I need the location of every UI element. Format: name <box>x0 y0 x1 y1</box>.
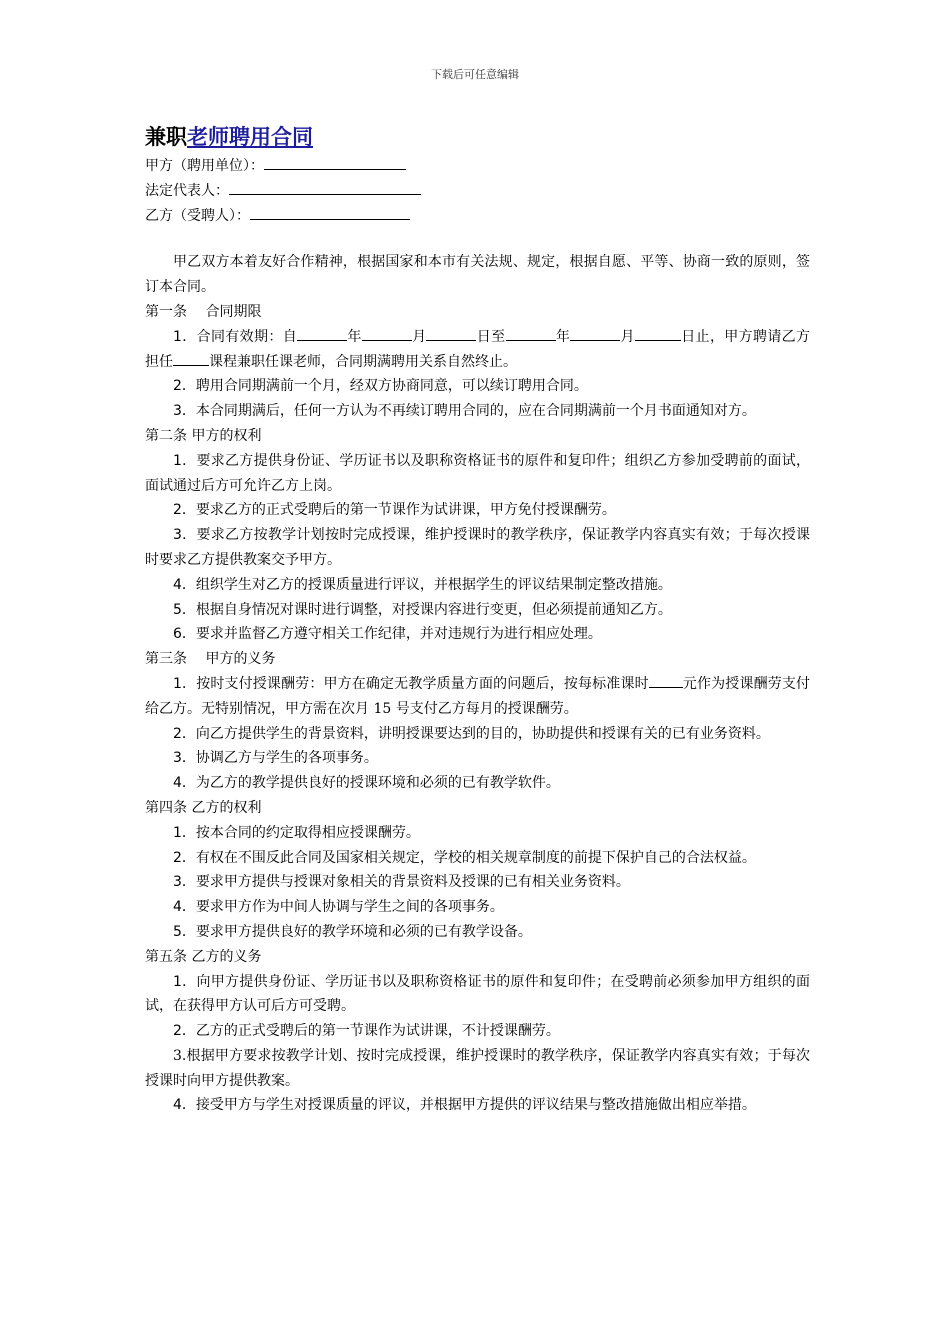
end-day-blank[interactable] <box>635 325 681 341</box>
party-a-label: 甲方（聘用单位）： <box>145 158 264 174</box>
party-a-line <box>145 152 810 177</box>
course-blank[interactable] <box>173 350 209 366</box>
fee-blank[interactable] <box>649 672 683 688</box>
title-prefix: 兼职 <box>145 124 187 149</box>
party-a-blank[interactable] <box>264 152 406 170</box>
article-2-item-2: 2．要求乙方的正式受聘后的第一节课作为试讲课，甲方免付授课酬劳。 <box>173 502 616 519</box>
representative-label: 法定代表人： <box>145 182 229 199</box>
party-b-label: 乙方（受聘人）： <box>145 207 250 224</box>
end-month-blank[interactable] <box>570 325 620 341</box>
article-3-item-2: 2．向乙方提供学生的背景资料，讲明授课要达到的目的，协助提供和授课有关的已有业务资料。 <box>173 725 770 742</box>
article-5-item-2: 2．乙方的正式受聘后的第一节课作为试讲课，不计授课酬劳。 <box>173 1023 560 1040</box>
article-3-item-1: 1．按时支付授课酬劳：甲方在确定无教学质量方面的问题后，按每标准课时 元作为授课酬劳支付给乙方。无特别情况，甲方需在次月 15 号支付乙方每月的授课酬劳。 <box>145 672 810 722</box>
start-day-blank[interactable] <box>426 325 476 341</box>
party-b-blank[interactable] <box>250 202 410 220</box>
article-4-item-4: 4．要求甲方作为中间人协调与学生之间的各项事务。 <box>173 899 504 916</box>
article-4-heading: 第四条 乙方的权利 <box>145 799 262 816</box>
article-1-heading: 第一条 合同期限 <box>145 303 262 320</box>
start-year-blank[interactable] <box>297 325 347 341</box>
article-4-item-3: 3．要求甲方提供与授课对象相关的背景资料及授课的已有相关业务资料。 <box>173 874 630 891</box>
article-5-item-3: 3.根据甲方要求按教学计划、按时完成授课，维护授课时的教学秩序，保证教学内容真实有效；于每次授课时向甲方提供教案。 <box>145 1047 810 1089</box>
intro-paragraph: 甲乙双方本着友好合作精神，根据国家和本市有关法规、规定，根据自愿、平等、协商一致的原则，签订本合同。 <box>145 254 810 296</box>
article-3-heading: 第三条 甲方的义务 <box>145 651 276 668</box>
article-4-item-1: 1．按本合同的约定取得相应授课酬劳。 <box>173 824 420 841</box>
article-5-item-4: 4．接受甲方与学生对授课质量的评议，并根据甲方提供的评议结果与整改措施做出相应举措。 <box>173 1097 756 1114</box>
party-b-line <box>145 202 810 227</box>
article-2-item-5: 5．根据自身情况对课时进行调整，对授课内容进行变更，但必须提前通知乙方。 <box>173 601 672 618</box>
article-2-heading: 第二条 甲方的权利 <box>145 427 262 444</box>
article-5-heading: 第五条 乙方的义务 <box>145 948 262 965</box>
start-month-blank[interactable] <box>362 325 412 341</box>
article-2-item-3: 3．要求乙方按教学计划按时完成授课，维护授课时的教学秩序，保证教学内容真实有效；于每次授课时要求乙方提供教案交予甲方。 <box>145 527 810 568</box>
contract-page <box>145 122 810 1118</box>
end-year-blank[interactable] <box>506 325 556 341</box>
title-link[interactable]: 老师聘用合同 <box>187 124 313 149</box>
article-4-item-2: 2．有权在不围反此合同及国家相关规定，学校的相关规章制度的前提下保护自己的合法权益。 <box>173 849 756 866</box>
article-3-item-3: 3．协调乙方与学生的各项事务。 <box>173 750 378 767</box>
article-1-item-1: 1．合同有效期：自 年 月 日至 年 月 日止，甲方聘请乙方担任 课程兼职任课老师，合同期满聘用关系自然终止。 <box>145 325 810 375</box>
article-2-item-1: 1．要求乙方提供身份证、学历证书以及职称资格证书的原件和复印件；组织乙方参加受聘前的面试，面试通过后方可允许乙方上岗。 <box>145 452 810 494</box>
document-title <box>145 122 810 152</box>
representative-blank[interactable] <box>229 177 421 195</box>
article-4-item-5: 5．要求甲方提供良好的教学环境和必须的已有教学设备。 <box>173 923 532 940</box>
article-2-item-4: 4．组织学生对乙方的授课质量进行评议，并根据学生的评议结果制定整改措施。 <box>173 576 672 593</box>
header-note: 下载后可任意编辑 <box>431 68 519 81</box>
article-3-item-4: 4．为乙方的教学提供良好的授课环境和必须的已有教学软件。 <box>173 775 560 792</box>
article-1-item-3: 3．本合同期满后，任何一方认为不再续订聘用合同的，应在合同期满前一个月书面通知对方。 <box>173 403 756 420</box>
article-5-item-1: 1．向甲方提供身份证、学历证书以及职称资格证书的原件和复印件；在受聘前必须参加甲方组织的面试，在获得甲方认可后方可受聘。 <box>145 973 810 1015</box>
article-2-item-6: 6．要求并监督乙方遵守相关工作纪律，并对违规行为进行相应处理。 <box>173 626 602 643</box>
article-1-item-2: 2．聘用合同期满前一个月，经双方协商同意，可以续订聘用合同。 <box>173 378 588 395</box>
representative-line <box>145 177 810 202</box>
